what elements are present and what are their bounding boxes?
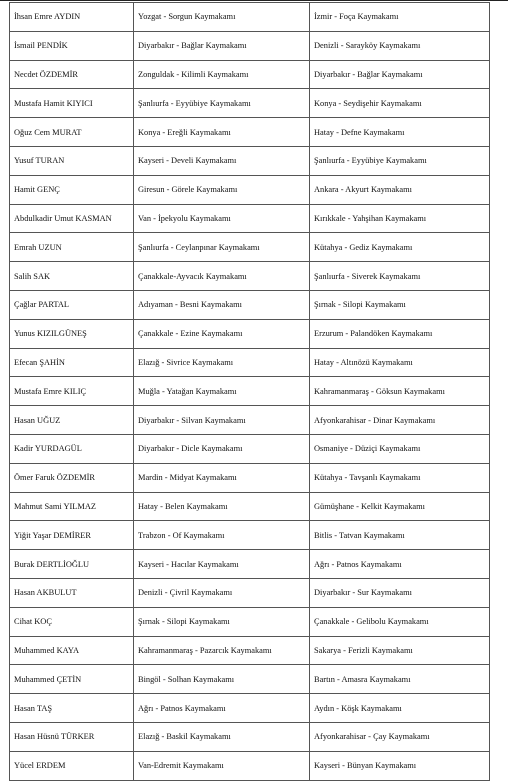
new-post-cell: İzmir - Foça Kaymakamı: [310, 3, 490, 32]
table-row: [10, 607, 490, 636]
current-post-cell: Ağrı - Patnos Kaymakamı: [134, 694, 310, 723]
current-post-cell: Trabzon - Of Kaymakamı: [134, 521, 310, 550]
current-post-cell: Kayseri - Hacılar Kaymakamı: [134, 550, 310, 579]
new-post-cell: Hatay - Altınözü Kaymakamı: [310, 348, 490, 377]
current-post-cell: Yozgat - Sorgun Kaymakamı: [134, 3, 310, 32]
name-cell: Muhammed KAYA: [10, 636, 134, 665]
table-row: [10, 636, 490, 665]
current-post-cell: Muğla - Yatağan Kaymakamı: [134, 377, 310, 406]
name-cell: Efecan ŞAHİN: [10, 348, 134, 377]
name-cell: Yunus KIZILGÜNEŞ: [10, 319, 134, 348]
name-cell: Ömer Faruk ÖZDEMİR: [10, 463, 134, 492]
new-post-cell: Şanlıurfa - Eyyübiye Kaymakamı: [310, 146, 490, 175]
current-post-cell: Kahramanmaraş - Pazarcık Kaymakamı: [134, 636, 310, 665]
new-post-cell: Osmaniye - Düziçi Kaymakamı: [310, 434, 490, 463]
current-post-cell: Elazığ - Baskil Kaymakamı: [134, 722, 310, 751]
current-post-cell: Adıyaman - Besni Kaymakamı: [134, 290, 310, 319]
name-cell: Hasan UĞUZ: [10, 406, 134, 435]
table-row: [10, 175, 490, 204]
table-row: [10, 406, 490, 435]
current-post-cell: Konya - Ereğli Kaymakamı: [134, 118, 310, 147]
current-post-cell: Şırnak - Silopi Kaymakamı: [134, 607, 310, 636]
new-post-cell: Kahramanmaraş - Göksun Kaymakamı: [310, 377, 490, 406]
current-post-cell: Van-Edremit Kaymakamı: [134, 751, 310, 780]
name-cell: Burak DERTLİOĞLU: [10, 550, 134, 579]
new-post-cell: Bartın - Amasra Kaymakamı: [310, 665, 490, 694]
current-post-cell: Şanlıurfa - Ceylanpınar Kaymakamı: [134, 233, 310, 262]
new-post-cell: Bitlis - Tatvan Kaymakamı: [310, 521, 490, 550]
new-post-cell: Kütahya - Tavşanlı Kaymakamı: [310, 463, 490, 492]
new-post-cell: Denizli - Sarayköy Kaymakamı: [310, 31, 490, 60]
table-row: [10, 550, 490, 579]
table-row: [10, 463, 490, 492]
table-row: [10, 118, 490, 147]
new-post-cell: Konya - Seydişehir Kaymakamı: [310, 89, 490, 118]
new-post-cell: Afyonkarahisar - Çay Kaymakamı: [310, 722, 490, 751]
name-cell: Yücel ERDEM: [10, 751, 134, 780]
current-post-cell: Şanlıurfa - Eyyübiye Kaymakamı: [134, 89, 310, 118]
name-cell: Muhammed ÇETİN: [10, 665, 134, 694]
name-cell: Emrah UZUN: [10, 233, 134, 262]
new-post-cell: Kayseri - Bünyan Kaymakamı: [310, 751, 490, 780]
current-post-cell: Diyarbakır - Silvan Kaymakamı: [134, 406, 310, 435]
table-row: [10, 204, 490, 233]
table-row: [10, 60, 490, 89]
table-row: [10, 578, 490, 607]
table-row: [10, 3, 490, 32]
table-row: [10, 319, 490, 348]
table-row: [10, 722, 490, 751]
name-cell: Mustafa Emre KILIÇ: [10, 377, 134, 406]
table-row: [10, 377, 490, 406]
current-post-cell: Elazığ - Sivrice Kaymakamı: [134, 348, 310, 377]
new-post-cell: Kırıkkale - Yahşihan Kaymakamı: [310, 204, 490, 233]
table-row: [10, 521, 490, 550]
table-row: [10, 262, 490, 291]
name-cell: Mahmut Sami YILMAZ: [10, 492, 134, 521]
name-cell: Hamit GENÇ: [10, 175, 134, 204]
name-cell: Çağlar PARTAL: [10, 290, 134, 319]
new-post-cell: Erzurum - Palandöken Kaymakamı: [310, 319, 490, 348]
table-row: [10, 492, 490, 521]
appointments-table: [9, 2, 490, 781]
new-post-cell: Sakarya - Ferizli Kaymakamı: [310, 636, 490, 665]
name-cell: Kadir YURDAGÜL: [10, 434, 134, 463]
name-cell: İhsan Emre AYDIN: [10, 3, 134, 32]
table-row: [10, 434, 490, 463]
current-post-cell: Kayseri - Develi Kaymakamı: [134, 146, 310, 175]
name-cell: İsmail PENDİK: [10, 31, 134, 60]
current-post-cell: Diyarbakır - Bağlar Kaymakamı: [134, 31, 310, 60]
new-post-cell: Aydın - Köşk Kaymakamı: [310, 694, 490, 723]
table-row: [10, 146, 490, 175]
new-post-cell: Afyonkarahisar - Dinar Kaymakamı: [310, 406, 490, 435]
name-cell: Yiğit Yaşar DEMİRER: [10, 521, 134, 550]
current-post-cell: Denizli - Çivril Kaymakamı: [134, 578, 310, 607]
appointments-table-body: [10, 3, 490, 781]
name-cell: Mustafa Hamit KIYICI: [10, 89, 134, 118]
name-cell: Hasan Hüsnü TÜRKER: [10, 722, 134, 751]
current-post-cell: Diyarbakır - Dicle Kaymakamı: [134, 434, 310, 463]
new-post-cell: Gümüşhane - Kelkit Kaymakamı: [310, 492, 490, 521]
new-post-cell: Diyarbakır - Sur Kaymakamı: [310, 578, 490, 607]
current-post-cell: Bingöl - Solhan Kaymakamı: [134, 665, 310, 694]
name-cell: Salih SAK: [10, 262, 134, 291]
current-post-cell: Mardin - Midyat Kaymakamı: [134, 463, 310, 492]
current-post-cell: Zonguldak - Kilimli Kaymakamı: [134, 60, 310, 89]
new-post-cell: Ankara - Akyurt Kaymakamı: [310, 175, 490, 204]
new-post-cell: Hatay - Defne Kaymakamı: [310, 118, 490, 147]
new-post-cell: Şanlıurfa - Siverek Kaymakamı: [310, 262, 490, 291]
name-cell: Oğuz Cem MURAT: [10, 118, 134, 147]
name-cell: Yusuf TURAN: [10, 146, 134, 175]
table-row: [10, 348, 490, 377]
new-post-cell: Şırnak - Silopi Kaymakamı: [310, 290, 490, 319]
table-row: [10, 751, 490, 780]
current-post-cell: Hatay - Belen Kaymakamı: [134, 492, 310, 521]
table-row: [10, 290, 490, 319]
table-row: [10, 665, 490, 694]
current-post-cell: Çanakkale - Ezine Kaymakamı: [134, 319, 310, 348]
name-cell: Cihat KOÇ: [10, 607, 134, 636]
page-top-rule: [0, 0, 508, 1]
new-post-cell: Çanakkale - Gelibolu Kaymakamı: [310, 607, 490, 636]
new-post-cell: Kütahya - Gediz Kaymakamı: [310, 233, 490, 262]
current-post-cell: Giresun - Görele Kaymakamı: [134, 175, 310, 204]
new-post-cell: Ağrı - Patnos Kaymakamı: [310, 550, 490, 579]
name-cell: Hasan AKBULUT: [10, 578, 134, 607]
table-row: [10, 31, 490, 60]
new-post-cell: Diyarbakır - Bağlar Kaymakamı: [310, 60, 490, 89]
name-cell: Hasan TAŞ: [10, 694, 134, 723]
name-cell: Necdet ÖZDEMİR: [10, 60, 134, 89]
table-row: [10, 233, 490, 262]
name-cell: Abdulkadir Umut KASMAN: [10, 204, 134, 233]
current-post-cell: Van - İpekyolu Kaymakamı: [134, 204, 310, 233]
current-post-cell: Çanakkale-Ayvacık Kaymakamı: [134, 262, 310, 291]
table-row: [10, 694, 490, 723]
table-row: [10, 89, 490, 118]
